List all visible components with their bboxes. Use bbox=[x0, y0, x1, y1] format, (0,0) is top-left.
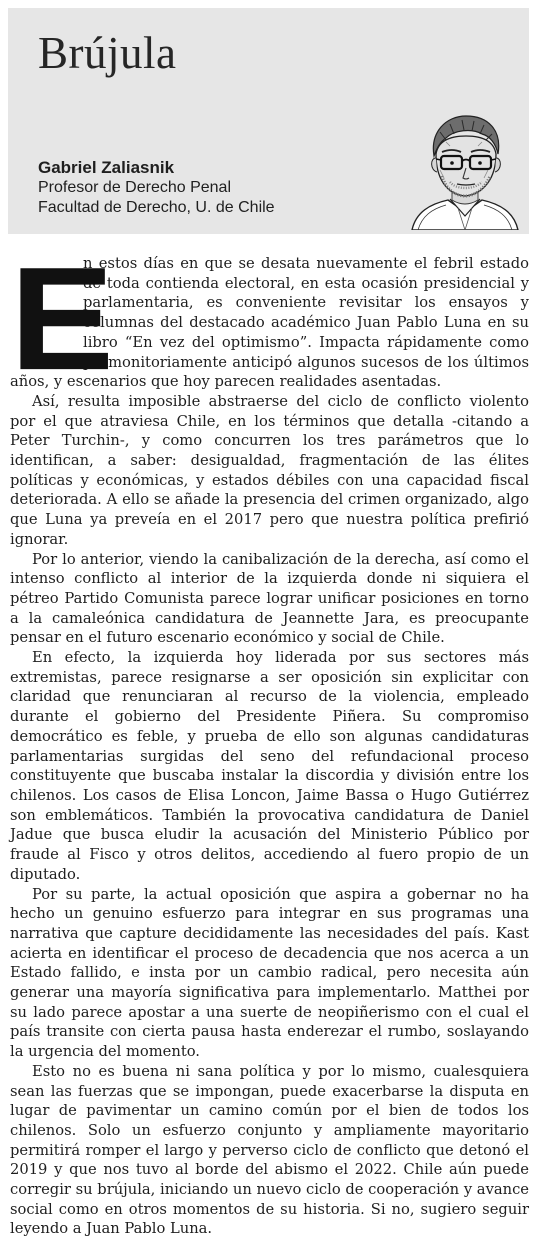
drop-cap-letter: E bbox=[10, 237, 115, 402]
article-paragraph-2: Así, resulta imposible abstraerse del ciclo de conflicto violento por el que atraviesa Chile, en los términos que detalla -citando a Peter Turchin-, y como concurren los tres parámetros que lo identifican, a saber: desigualdad, fragmentación de las élites políticas y económicas, y estados débiles con una capacidad fiscal deteriorada. A ello se añade la presencia del crimen organizado, algo que Luna ya preveía en el 2017 pero que nuestra política prefirió ignorar. bbox=[10, 392, 529, 548]
author-portrait-illustration bbox=[410, 112, 520, 230]
author-role: Profesor de Derecho Penal bbox=[38, 179, 231, 196]
article-paragraph-6: Esto no es buena ni sana política y por lo mismo, cualesquiera sean las fuerzas que se impongan, puede exacerbarse la disputa en lugar de pavimentar un camino común por el bien de todos los chilenos. Solo un esfuerzo conjunto y ampliamente mayoritario permitirá romper el largo y perverso ciclo de conflicto que detonó el 2019 y que nos tuvo al borde del abismo el 2022. Chile aún puede corregir su brújula, iniciando un nuevo ciclo de cooperación y avance social como en otros momentos de su historia. Si no, sugiero seguir leyendo a Juan Pablo Luna. bbox=[10, 1062, 529, 1238]
article-body bbox=[10, 237, 529, 1239]
article-paragraph-4: En efecto, la izquierda hoy liderada por sus sectores más extremistas, parece resignarse a ser oposición sin explicitar con claridad que renunciaran al recurso de la violencia, empleado durante el gobierno del Presidente Piñera. Su compromiso democrático es feble, y prueba de ello son algunas candidaturas parlamentarias surgidas del seno del refundacional proceso constituyente que buscaba instalar la discordia y división entre los chilenos. Los casos de Elisa Loncon, Jaime Bassa o Hugo Gutiérrez son emblemáticos. También la provocativa candidatura de Daniel Jadue que busca eludir la acusación del Ministerio Público por fraude al Fisco y otros delitos, accediendo al fuero propio de un diputado. bbox=[10, 649, 529, 883]
column-title: Brújula bbox=[38, 28, 177, 78]
drop-cap bbox=[10, 237, 115, 402]
paragraph-text: n estos días en que se desata nuevamente el febril estado de toda contienda electoral, en esta ocasión presidencial y parlamentaria, es conveniente revisitar los ensayos y columnas del destacado académico Juan Pablo Luna en su libro “En vez del optimismo”. Impacta rápidamente como premonitoriamente anticipó algunos sucesos de los últimos años, y escenarios que hoy parecen realidades asentadas. bbox=[10, 255, 529, 391]
author-info bbox=[38, 158, 275, 218]
article-paragraph-3: Por lo anterior, viendo la canibalización de la derecha, así como el intenso conflicto al interior de la izquierda donde ni siquiera el pétreo Partido Comunista parece lograr unificar posiciones en torno a la camaleónica candidatura de Jeannette Jara, es preocupante pensar en el futuro escenario económico y social de Chile. bbox=[10, 550, 529, 647]
author-affiliation: Facultad de Derecho, U. de Chile bbox=[38, 199, 275, 216]
article-paragraph-1 bbox=[10, 237, 529, 402]
author-name: Gabriel Zaliasnik bbox=[38, 158, 175, 177]
column-header bbox=[8, 8, 529, 234]
article-paragraph-5: Por su parte, la actual oposición que aspira a gobernar no ha hecho un genuino esfuerzo para integrar en sus programas una narrativa que capture decididamente las necesidades del país. Kast acierta en identificar el proceso de decadencia que nos acerca a un Estado fallido, e insta por un cambio radical, pero necesita aún generar una mayoría significativa para implementarlo. Matthei por su lado parece apostar a una suerte de neopiñerismo con el cual el país transite con cierta pausa hasta enderezar el rumbo, soslayando la urgencia del momento. bbox=[10, 885, 529, 1061]
